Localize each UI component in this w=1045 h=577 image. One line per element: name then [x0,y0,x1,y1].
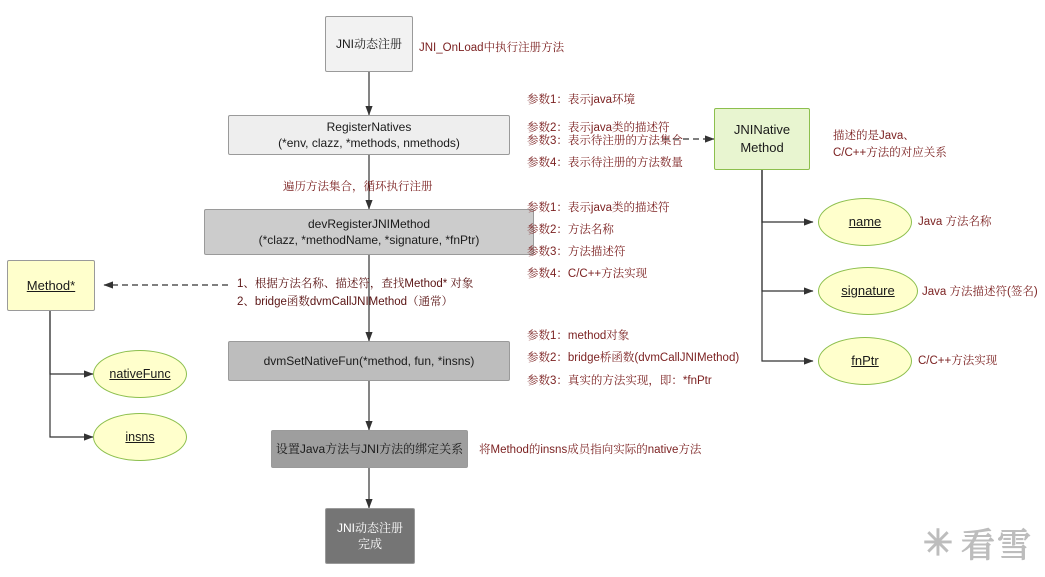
node-bind-java-jni[interactable] [271,430,468,468]
node-register-done[interactable] [325,508,415,564]
node-label: nativeFunc [109,366,171,381]
node-dev-register-jni-method[interactable] [204,209,534,255]
note-dev-register-param-4: 参数4：C/C++方法实现 [527,268,648,280]
note-dev-register-param-2: 参数2：方法名称 [527,224,614,236]
node-method-ptr[interactable] [7,260,95,311]
node-label-line-1: RegisterNatives [326,119,412,134]
note-jni-native-method-desc-1: 描述的是Java、 [833,130,915,142]
node-label: Method* [26,277,76,293]
note-register-natives-param-1: 参数1：表示java环境 [527,94,635,106]
watermark [923,518,1033,567]
node-label: 设置Java方法与JNI方法的绑定关系 [275,441,464,456]
node-label: fnPtr [851,353,879,369]
node-insns[interactable] [93,413,187,461]
node-label: dvmSetNativeFun(*method, fun, *insns) [263,353,475,368]
node-label-line-2: 完成 [357,537,382,551]
note-name-desc: Java 方法名称 [918,216,992,228]
note-register-natives-param-3: 参数3：表示待注册的方法集合 [527,135,683,147]
note-method-lookup-1: 1、根据方法名称、描述符，查找Method* 对象 [237,278,474,290]
node-label: name [848,214,882,230]
node-label: signature [841,283,895,299]
watermark-text: 看雪 [961,527,1033,565]
node-fn-ptr[interactable] [818,337,912,385]
note-dvm-set-native-param-3: 参数3：真实的方法实现，即：*fnPtr [527,375,712,387]
note-dvm-set-native-param-1: 参数1：method对象 [527,330,630,342]
node-label-line-2: Method [740,140,784,155]
node-signature[interactable] [818,267,918,315]
node-label-line-1: JNI动态注册 [336,520,403,535]
note-register-natives-param-2: 参数2：表示java类的描述符 [527,122,670,134]
node-label: insns [125,429,155,444]
node-label: JNI动态注册 [335,36,402,51]
note-bind-relation: 将Method的insns成员指向实际的native方法 [479,444,702,456]
node-register-natives[interactable] [228,115,510,155]
note-method-lookup-2: 2、bridge函数dvmCallJNIMethod（通常） [237,296,454,308]
note-dev-register-param-3: 参数3：方法描述符 [527,246,626,258]
node-label-line-2: (*clazz, *methodName, *signature, *fnPtr) [258,233,480,247]
node-label-line-1: devRegisterJNIMethod [307,216,431,231]
note-fnptr-desc: C/C++方法实现 [918,355,998,367]
note-register-natives-param-4: 参数4：表示待注册的方法数量 [527,157,683,169]
node-native-func[interactable] [93,350,187,398]
node-dvm-set-native-fun[interactable] [228,341,510,381]
note-jni-native-method-desc-2: C/C++方法的对应关系 [833,147,947,159]
node-jni-dynamic-register[interactable] [325,16,413,72]
node-label-line-1: JNINative [733,122,791,138]
note-dev-register-param-1: 参数1：表示java类的描述符 [527,202,670,214]
note-traverse: 遍历方法集合，循环执行注册 [283,181,433,193]
note-signature-desc: Java 方法描述符(签名) [922,286,1038,298]
watermark-icon: ✳ [922,521,955,563]
note-dvm-set-native-param-2: 参数2：bridge桥函数(dvmCallJNIMethod) [527,352,740,364]
node-label-line-2: (*env, clazz, *methods, nmethods) [278,136,460,150]
node-jni-native-method[interactable] [714,108,810,170]
note-jni-onload: JNI_OnLoad中执行注册方法 [419,42,565,54]
node-name[interactable] [818,198,912,246]
